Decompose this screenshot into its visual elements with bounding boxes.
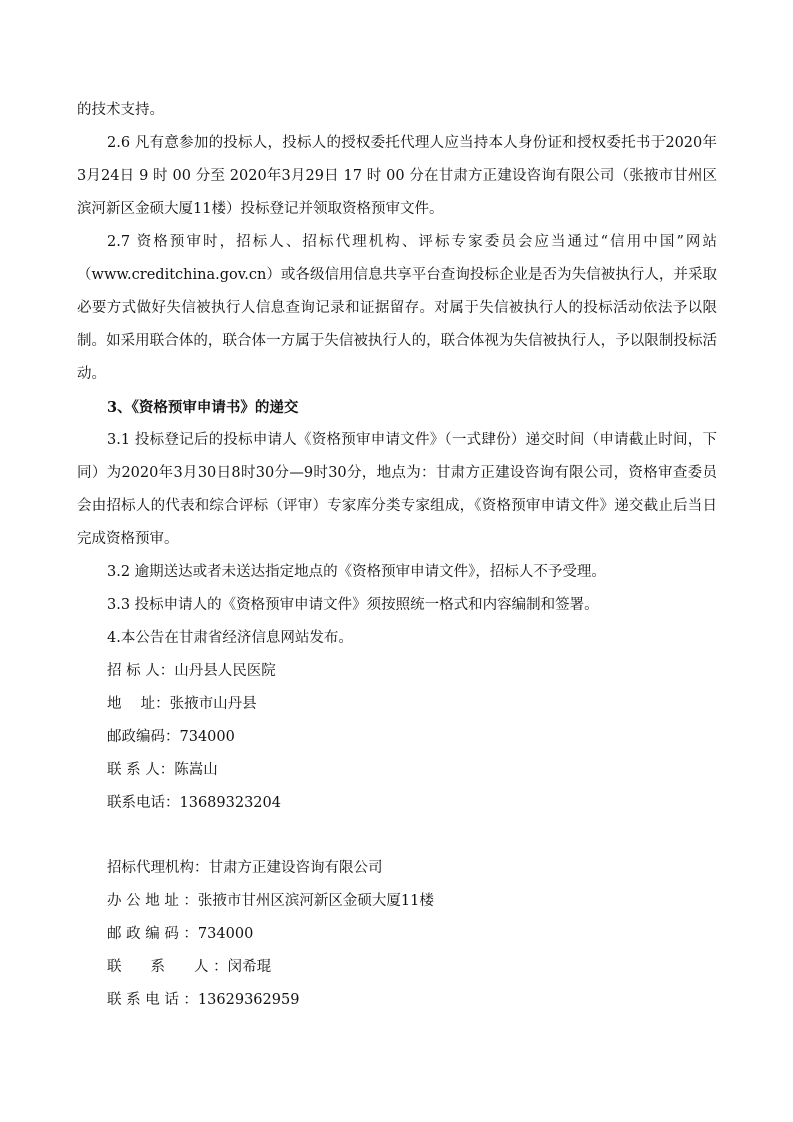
spacer [77, 820, 717, 852]
paragraph-3-3: 3.3 投标申请人的《资格预审申请文件》须按照统一格式和内容编制和签署。 [107, 597, 599, 613]
agency-phone: 联 系 电 话 ：13629362959 [107, 992, 300, 1008]
agency-postcode: 邮 政 编 码 ：734000 [107, 926, 254, 942]
paragraph-3-1: 3.1 投标登记后的投标申请人《资格预审申请文件》（一式肆份）递交时间（申请截止时间，下同）为2020年3月30日8时30分—9时30分，地点为：甘肃方正建设咨询有限公司，资格审查委员会由招标人的代表和综合评标（评审）专家库分类专家组成，《资格预审申请文件》递交截止后当日完成资格预审。 [77, 432, 717, 547]
paragraph-3-2: 3.2 逾期送达或者未送达指定地点的《资格预审申请文件》，招标人不予受理。 [107, 564, 606, 580]
agency-name: 招标代理机构：甘肃方正建设咨询有限公司 [107, 860, 383, 876]
agency-contact: 联 系 人 ：闵希琨 [107, 959, 272, 975]
agency-address: 办 公 地 址 ：张掖市甘州区滨河新区金硕大厦11楼 [107, 893, 434, 909]
tenderer-name: 招 标 人：山丹县人民医院 [107, 663, 276, 679]
paragraph-4: 4.本公告在甘肃省经济信息网站发布。 [107, 630, 353, 646]
agency-block [77, 852, 717, 1017]
paragraph-2-6: 2.6 凡有意参加的投标人，投标人的授权委托代理人应当持本人身份证和授权委托书于2020年3月24日 9 时 00 分至 2020年3月29日 17 时 00 分在甘肃方正建设咨询有限公司（张掖市甘州区滨河新区金硕大厦11楼）投标登记并领取资格预审文件。 [77, 135, 717, 217]
tenderer-phone: 联系电话：13689323204 [107, 795, 281, 811]
tenderer-postcode: 邮政编码：734000 [107, 729, 235, 745]
paragraph-continuation: 的技术支持。 [77, 102, 164, 118]
document-body [77, 94, 717, 1017]
tenderer-block [77, 655, 717, 820]
tenderer-contact: 联 系 人：陈嵩山 [107, 762, 218, 778]
paragraph-2-7: 2.7 资格预审时，招标人、招标代理机构、评标专家委员会应当通过“信用中国”网站（www.creditchina.gov.cn）或各级信用信息共享平台查询投标企业是否为失信被执行人，并采取必要方式做好失信被执行人信息查询记录和证据留存。对属于失信被执行人的投标活动依法予以限制。如采用联合体的，联合体一方属于失信被执行人的，联合体视为失信被执行人，予以限制投标活动。 [77, 234, 717, 382]
section-heading-3: 3、《资格预审申请书》的递交 [107, 399, 299, 416]
tenderer-address: 地 址：张掖市山丹县 [107, 696, 257, 712]
